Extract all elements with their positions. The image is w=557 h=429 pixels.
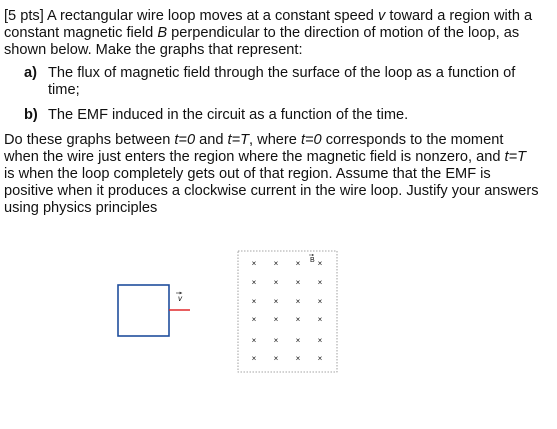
field-cross: × <box>273 336 279 345</box>
loop-figure <box>0 240 557 390</box>
part-b-text: The EMF induced in the circuit as a function of the time. <box>48 107 409 123</box>
field-cross: × <box>273 259 279 268</box>
wire-loop <box>118 285 169 336</box>
field-crosses <box>252 259 323 363</box>
points-label: [5 pts] <box>4 8 44 24</box>
problem-statement <box>4 8 540 217</box>
field-cross: × <box>273 315 279 324</box>
instructions: Do these graphs between t=0 and t=T, where t=0 corresponds to the moment when the wire just enters the region where the magnetic field is nonzero, and t=T is when the loop completely gets out of that region. Assume that the EMF is positive when it produces a clockwise current in the wire loop. Justify your answers using physics principles <box>4 132 539 216</box>
field-cross: × <box>295 336 301 345</box>
field-cross: × <box>251 297 257 306</box>
field-cross: × <box>317 297 323 306</box>
field-cross: × <box>273 278 279 287</box>
field-cross: × <box>317 259 323 268</box>
field-cross: × <box>317 278 323 287</box>
field-cross: × <box>295 315 301 324</box>
field-label: B <box>310 257 315 264</box>
field-cross: × <box>295 259 301 268</box>
field-cross: × <box>295 278 301 287</box>
field-cross: × <box>295 354 301 363</box>
field-cross: × <box>317 354 323 363</box>
field-cross: × <box>251 278 257 287</box>
field-cross: × <box>317 336 323 345</box>
field-cross: × <box>295 297 301 306</box>
part-a-text: The flux of magnetic field through the surface of the loop as a function of time; <box>48 65 516 98</box>
part-a-letter: a) <box>24 65 37 81</box>
field-cross: × <box>251 354 257 363</box>
var-v: v <box>377 8 386 24</box>
field-cross: × <box>251 336 257 345</box>
field-cross: × <box>251 315 257 324</box>
velocity-label: v <box>178 294 182 303</box>
question-parts <box>4 65 540 124</box>
part-b-letter: b) <box>24 107 38 123</box>
field-cross: × <box>273 354 279 363</box>
part-b <box>4 107 540 124</box>
field-cross: × <box>273 297 279 306</box>
figure-svg <box>0 240 557 390</box>
part-a <box>4 65 540 99</box>
problem-intro: [5 pts] A rectangular wire loop moves at a constant speed v toward a region with a constant magnetic field B perpendicular to the direction of motion of the loop, as shown below. Make the graphs that represent: <box>4 8 533 58</box>
field-cross: × <box>251 259 257 268</box>
var-B: B <box>157 25 168 41</box>
field-cross: × <box>317 315 323 324</box>
